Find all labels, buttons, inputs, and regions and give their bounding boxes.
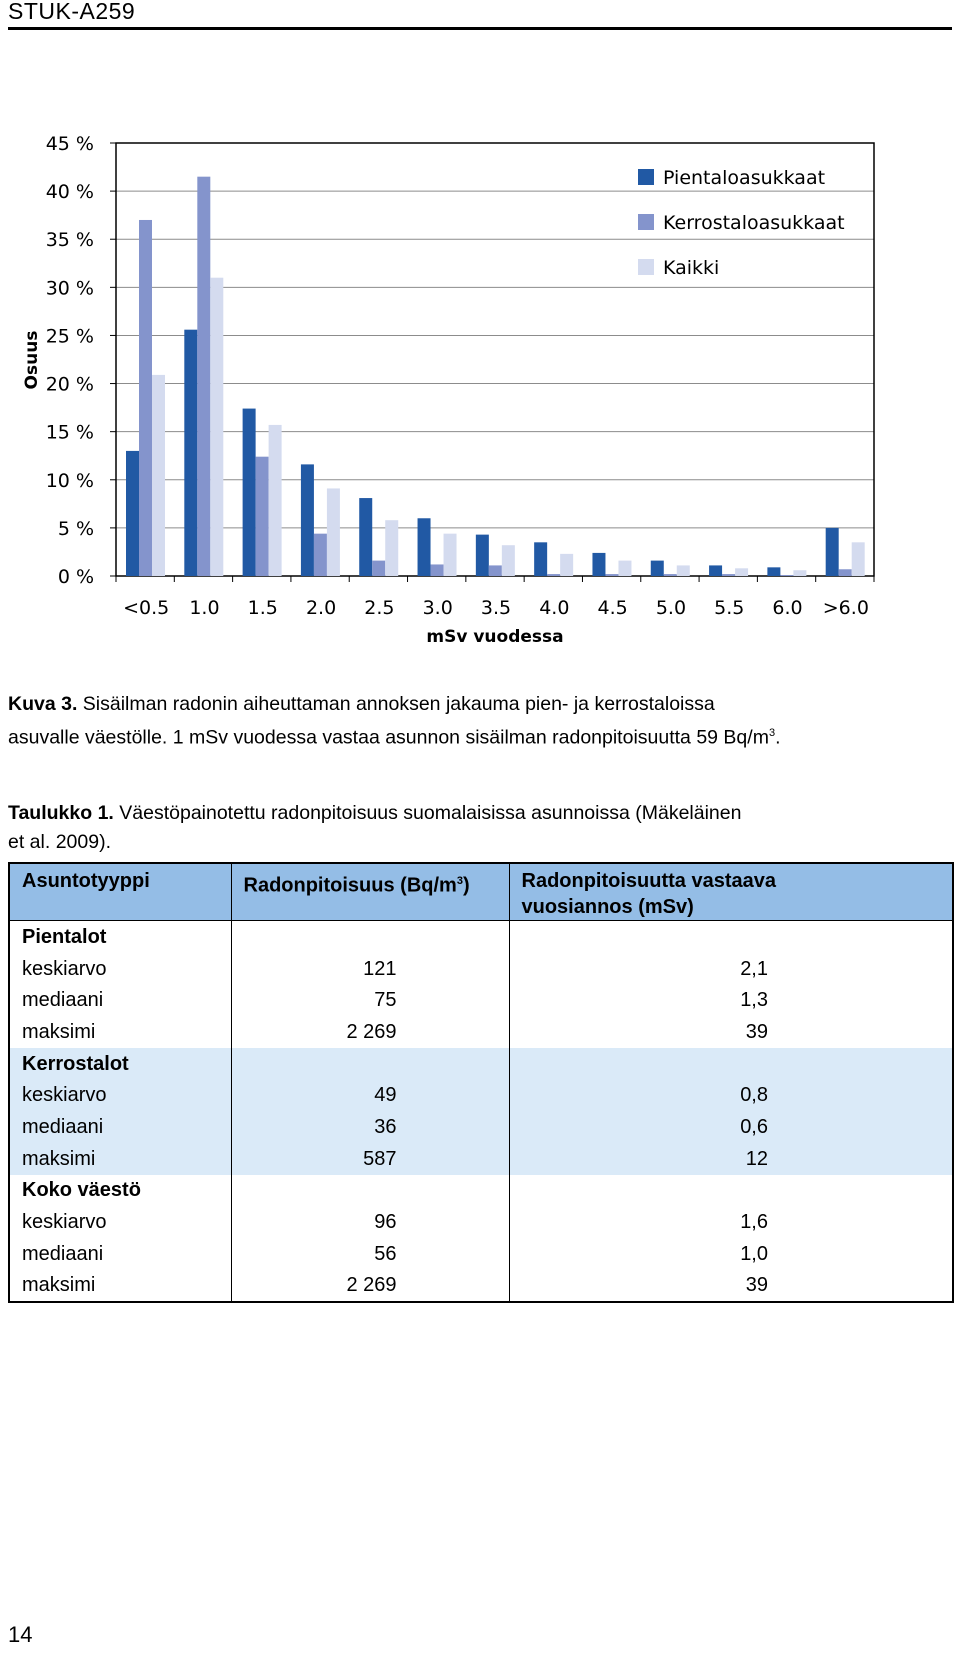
bar-kaikki <box>677 565 690 576</box>
dose-value: 39 <box>509 1270 953 1303</box>
bar-pientaloasukkaat <box>767 567 780 576</box>
figure-caption-sup: 3 <box>768 727 776 739</box>
bar-pientaloasukkaat <box>651 561 664 576</box>
bar-pientaloasukkaat <box>592 553 605 576</box>
legend-label: Kaikki <box>663 257 720 279</box>
radon-value: 2 269 <box>231 1016 509 1048</box>
bar-kerrostaloasukkaat <box>489 565 502 576</box>
dose-value: 0,6 <box>509 1111 953 1143</box>
table-caption-line2: et al. 2009). <box>8 831 111 853</box>
y-axis-title: Osuus <box>22 330 42 390</box>
radon-value: 56 <box>231 1238 509 1270</box>
bar-pientaloasukkaat <box>826 528 839 576</box>
dose-value: 12 <box>509 1143 953 1175</box>
bar-kerrostaloasukkaat <box>431 564 444 576</box>
radon-value: 2 269 <box>231 1270 509 1303</box>
radon-value: 49 <box>231 1079 509 1111</box>
bar-kerrostaloasukkaat <box>605 574 618 576</box>
figure-caption-line1: Sisäilman radonin aiheuttaman annoksen jakauma pien- ja kerrostaloissa <box>77 693 715 715</box>
bar-kerrostaloasukkaat <box>314 534 327 576</box>
y-tick-label: 15 % <box>45 421 94 444</box>
y-tick-label: 10 % <box>45 469 94 492</box>
row-label: keskiarvo <box>9 953 231 985</box>
radon-value: 36 <box>231 1111 509 1143</box>
bar-kerrostaloasukkaat <box>197 177 210 576</box>
bar-kerrostaloasukkaat <box>372 561 385 576</box>
table-row <box>9 1016 953 1048</box>
group-label: Kerrostalot <box>9 1048 231 1080</box>
bar-pientaloasukkaat <box>359 498 372 576</box>
table-row <box>9 1270 953 1303</box>
bar-kaikki <box>735 568 748 576</box>
group-row <box>9 921 953 953</box>
bar-kerrostaloasukkaat <box>547 574 560 576</box>
bar-kaikki <box>444 534 457 576</box>
group-label: Pientalot <box>9 921 231 953</box>
bar-kerrostaloasukkaat <box>722 574 735 576</box>
y-tick-label: 40 % <box>45 181 94 204</box>
legend-swatch <box>638 214 654 230</box>
x-tick-label: <0.5 <box>123 597 170 619</box>
table-row <box>9 1238 953 1270</box>
table-body <box>9 921 953 1303</box>
group-row <box>9 1048 953 1080</box>
row-label: maksimi <box>9 1016 231 1048</box>
bar-pientaloasukkaat <box>243 409 256 576</box>
row-label: keskiarvo <box>9 1079 231 1111</box>
bar-kaikki <box>560 554 573 576</box>
dose-value: 0,8 <box>509 1079 953 1111</box>
bar-kaikki <box>502 545 515 576</box>
x-tick-label: 5.5 <box>714 597 745 619</box>
y-tick-label: 5 % <box>57 517 94 540</box>
header-radon-concentration: Radonpitoisuus $(Bq/m^3)$ <box>231 863 509 921</box>
x-axis-title: mSv vuodessa <box>426 627 564 647</box>
figure-caption-line2: asuvalle väestölle. 1 mSv vuodessa vastaa asunnon sisäilman radonpitoisuutta 59 Bq/m <box>8 726 769 749</box>
bar-pientaloasukkaat <box>534 542 547 576</box>
x-tick-label: 4.0 <box>539 597 570 619</box>
x-tick-label: 6.0 <box>772 597 803 619</box>
x-tick-label: 5.0 <box>655 597 687 619</box>
table-row <box>9 1079 953 1111</box>
bar-pientaloasukkaat <box>476 535 489 576</box>
dose-value: 1,6 <box>509 1206 953 1238</box>
table-row <box>9 953 953 985</box>
bar-pientaloasukkaat <box>184 330 197 576</box>
table-row <box>9 1143 953 1175</box>
header-dwelling-type: Asuntotyyppi <box>9 863 231 921</box>
x-tick-label: 1.5 <box>247 597 278 619</box>
radon-value: 75 <box>231 984 509 1016</box>
dose-value: 39 <box>509 1016 953 1048</box>
x-tick-label: 2.5 <box>364 597 395 619</box>
legend-label: Kerrostaloasukkaat <box>663 212 845 234</box>
table-row <box>9 984 953 1016</box>
dose-value: 2,1 <box>509 953 953 985</box>
y-tick-label: 20 % <box>45 373 94 396</box>
radon-value: 96 <box>231 1206 509 1238</box>
radon-table <box>8 862 954 1303</box>
row-label: keskiarvo <box>9 1206 231 1238</box>
x-tick-label: 1.0 <box>189 597 220 619</box>
table-label: Taulukko 1. <box>8 802 114 824</box>
y-tick-label: 30 % <box>45 277 94 300</box>
figure-caption-end: . <box>775 726 781 749</box>
bar-kaikki <box>793 570 806 576</box>
row-label: maksimi <box>9 1143 231 1175</box>
dose-value: 1,3 <box>509 984 953 1016</box>
y-tick-label: 0 % <box>57 566 94 588</box>
x-tick-label: 3.5 <box>480 597 512 619</box>
table-row <box>9 1111 953 1143</box>
bar-kaikki <box>327 488 340 576</box>
bar-kerrostaloasukkaat <box>664 574 677 576</box>
bar-kaikki <box>618 561 631 576</box>
bar-pientaloasukkaat <box>126 451 139 576</box>
bar-kaikki <box>269 425 282 576</box>
y-tick-label: 45 % <box>45 133 94 155</box>
row-label: mediaani <box>9 984 231 1016</box>
bar-kerrostaloasukkaat <box>256 457 269 576</box>
group-row <box>9 1175 953 1207</box>
legend-swatch <box>638 169 654 185</box>
legend-label: Pientaloasukkaat <box>663 167 826 189</box>
table-row <box>9 1206 953 1238</box>
radon-value: 587 <box>231 1143 509 1175</box>
header-annual-dose: Radonpitoisuutta vastaava vuosiannos (mSv) <box>509 863 953 921</box>
dose-value: 1,0 <box>509 1238 953 1270</box>
bar-kerrostaloasukkaat <box>139 220 152 576</box>
x-tick-label: 2.0 <box>305 597 337 619</box>
legend-swatch <box>638 259 654 275</box>
row-label: maksimi <box>9 1270 231 1303</box>
bar-kaikki <box>152 375 165 576</box>
figure-caption <box>8 690 952 753</box>
bar-kaikki <box>852 542 865 576</box>
table-header-row <box>9 863 953 921</box>
figure-label: Kuva 3. <box>8 693 78 715</box>
bar-pientaloasukkaat <box>418 518 431 576</box>
y-tick-label: 35 % <box>45 229 94 252</box>
running-header <box>8 0 952 30</box>
table-caption-line1: Väestöpainotettu radonpitoisuus suomalaisissa asunnoissa (Mäkeläinen <box>113 802 742 824</box>
radon-value: 121 <box>231 953 509 985</box>
x-tick-label: 3.0 <box>422 597 453 619</box>
table-caption <box>8 799 952 857</box>
y-tick-label: 25 % <box>45 325 94 348</box>
x-tick-label: >6.0 <box>822 597 869 619</box>
group-label: Koko väestö <box>9 1175 231 1207</box>
page-number: 14 <box>8 1622 33 1647</box>
plot-area <box>116 143 874 576</box>
bar-kaikki <box>385 520 398 576</box>
dose-distribution-chart <box>0 120 960 690</box>
bar-kerrostaloasukkaat <box>839 569 852 576</box>
bar-pientaloasukkaat <box>709 565 722 576</box>
bar-kaikki <box>210 278 223 576</box>
bar-pientaloasukkaat <box>301 464 314 576</box>
x-tick-label: 4.5 <box>597 597 628 619</box>
report-id: STUK-A259 <box>8 0 136 24</box>
row-label: mediaani <box>9 1238 231 1270</box>
row-label: mediaani <box>9 1111 231 1143</box>
bar-kerrostaloasukkaat <box>780 575 793 576</box>
